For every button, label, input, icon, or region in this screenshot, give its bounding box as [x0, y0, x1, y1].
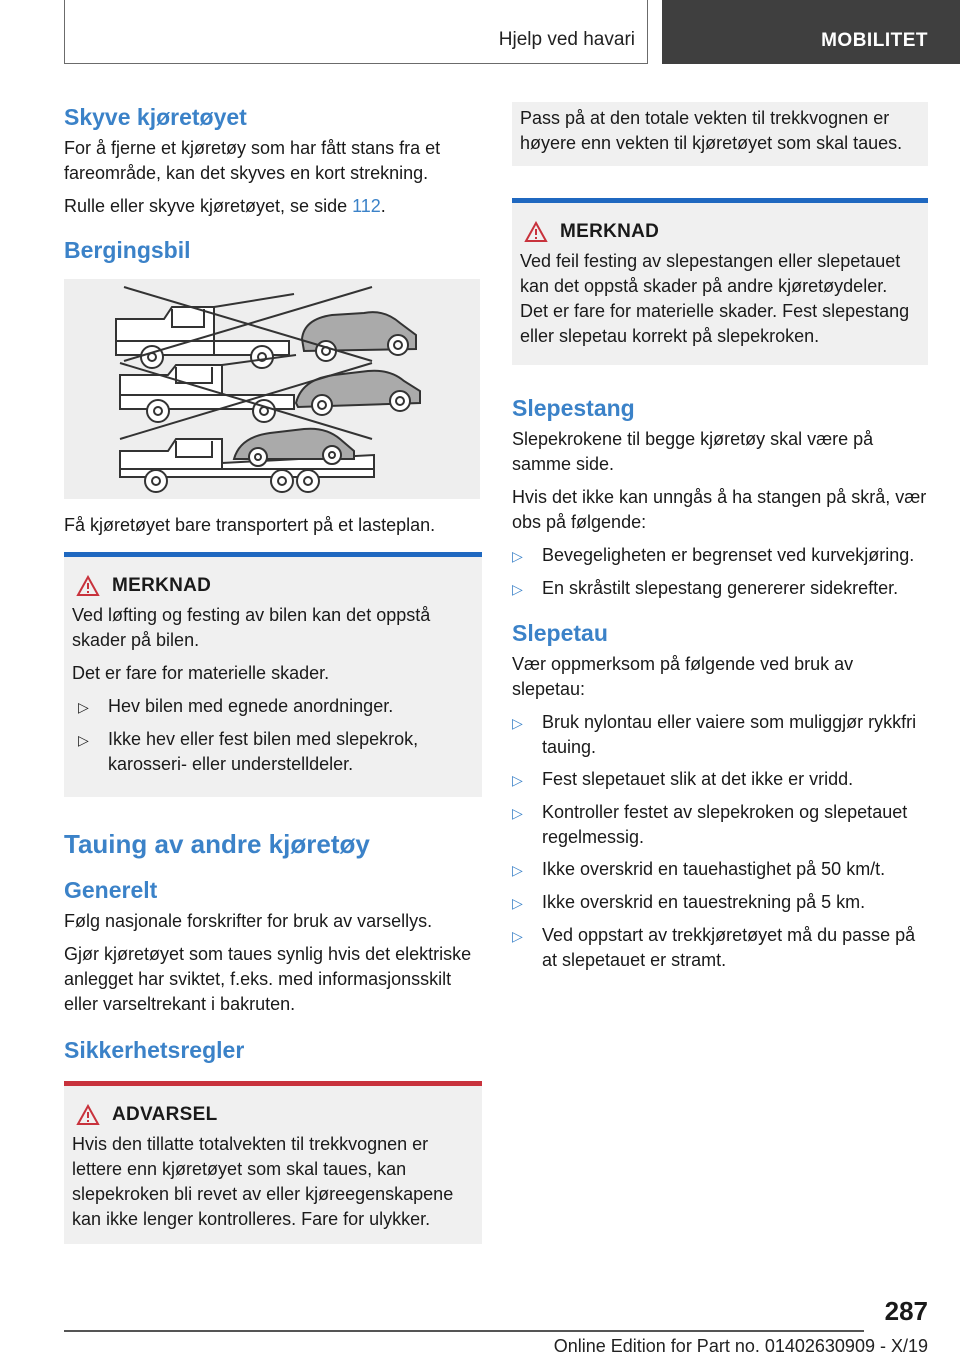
note-box-lifting	[64, 552, 482, 797]
towrope-bullet-list	[512, 710, 928, 973]
note-header	[520, 221, 920, 243]
bullet-triangle-icon: ▷	[512, 805, 523, 821]
list-item	[512, 890, 928, 916]
towbar-text-1: Slepekrokene til begge kjøretøy skal være på samme side.	[512, 429, 874, 474]
towing-heading: Tauing av andre kjøretøy	[64, 829, 370, 859]
tow-truck-heading: Bergingsbil	[64, 237, 191, 263]
header-section-box	[64, 0, 648, 64]
towrope-heading: Slepetau	[512, 620, 608, 646]
list-item-text: Ikke overskrid en tauestrekning på 5 km.	[542, 892, 866, 912]
list-item	[512, 923, 928, 973]
tow-truck-figure-svg	[64, 279, 480, 499]
note-label: MERKNAD	[560, 221, 660, 242]
bullet-triangle-icon: ▷	[512, 715, 523, 731]
list-item-text: Ved oppstart av trekkjøretøyet må du passe på at slepetauet er stramt.	[542, 925, 916, 970]
general-text-1: Følg nasjonale forskrifter for bruk av varsellys.	[64, 911, 433, 931]
right-column	[512, 102, 928, 981]
edition-footer: Online Edition for Part no. 01402630909 - X/19	[553, 1336, 928, 1356]
list-item	[512, 857, 928, 883]
note-header	[72, 575, 474, 597]
note-box-towbar	[512, 198, 928, 365]
safety-heading: Sikkerhetsregler	[64, 1037, 245, 1063]
note-label: MERKNAD	[112, 575, 212, 596]
wrecker-truck-1	[116, 294, 294, 368]
list-item	[512, 543, 928, 569]
push-vehicle-text: For å fjerne et kjøretøy som har fått stans fra et fareområde, kan det skyves en kort strekning.	[64, 138, 441, 183]
warning-continued-text: Pass på at den totale vekten til trekkvognen er høyere enn vekten til kjøretøyet som skal taues.	[520, 108, 903, 153]
push-vehicle-ref	[64, 194, 482, 219]
warning-text: Hvis den tillatte totalvekten til trekkvognen er lettere enn kjøretøyet som skal taues, kan slepekroken bli revet av eller kjøreegenskapene kan ikke lenger kontrolleres. Fare for ulykker.	[72, 1134, 454, 1229]
note-text: Ved feil festing av slepestangen eller slepetauet kan det oppstå skader på andre kjøretøydeler. Det er fare for materielle skader. Fest slepestang eller slepetau korrekt på slepekroken.	[520, 251, 910, 346]
towbar-bullet-list	[512, 543, 928, 602]
list-item	[512, 576, 928, 602]
warning-label: ADVARSEL	[112, 1104, 218, 1125]
page-ref-link[interactable]: 112	[352, 196, 381, 216]
note-text-1: Ved løfting og festing av bilen kan det oppstå skader på bilen.	[72, 605, 431, 650]
push-vehicle-heading: Skyve kjøretøyet	[64, 104, 247, 130]
lifted-car-2	[296, 371, 420, 415]
list-item	[512, 710, 928, 760]
page-number: 287	[884, 1296, 928, 1326]
footer-divider	[64, 1330, 864, 1332]
list-item-text: Kontroller festet av slepekroken og slepetauet regelmessig.	[542, 802, 908, 847]
header-section-title: Hjelp ved havari	[498, 29, 635, 50]
towbar-heading: Slepestang	[512, 395, 635, 421]
lifted-car-1	[302, 312, 416, 361]
bullet-triangle-icon: ▷	[78, 732, 89, 748]
towbar-text-2: Hvis det ikke kan unngås å ha stangen på skrå, vær obs på følgende:	[512, 487, 927, 532]
bullet-triangle-icon: ▷	[512, 772, 523, 788]
list-item-text: En skråstilt slepestang genererer sidekrefter.	[542, 578, 899, 598]
warning-box-continued	[512, 102, 928, 166]
warning-triangle-icon	[524, 221, 548, 243]
push-ref-end: .	[380, 196, 386, 216]
list-item-text: Fest slepetauet slik at det ikke er vridd.	[542, 769, 854, 789]
warning-box	[64, 1081, 482, 1244]
list-item	[72, 694, 474, 720]
list-item-text: Ikke hev eller fest bilen med slepekrok, karosseri- eller understelldeler.	[108, 729, 419, 774]
list-item	[512, 800, 928, 850]
bullet-triangle-icon: ▷	[512, 548, 523, 564]
list-item-text: Hev bilen med egnede anordninger.	[108, 696, 394, 716]
left-column	[64, 102, 482, 1244]
general-heading: Generelt	[64, 877, 158, 903]
list-item-text: Bruk nylontau eller vaiere som muliggjør rykkfri tauing.	[542, 712, 917, 757]
bullet-triangle-icon: ▷	[512, 928, 523, 944]
general-text-2: Gjør kjøretøyet som taues synlig hvis det elektriske anlegget har sviktet, f.eks. med informasjonsskilt eller varseltrekant i bakruten.	[64, 944, 472, 1014]
list-item	[72, 727, 474, 777]
list-item-text: Ikke overskrid en tauehastighet på 50 km/t.	[542, 859, 886, 879]
note-bullet-list	[72, 694, 474, 777]
bullet-triangle-icon: ▷	[512, 895, 523, 911]
push-ref-text: Rulle eller skyve kjøretøyet, se side	[64, 196, 353, 216]
tow-truck-illustration	[64, 279, 480, 499]
bullet-triangle-icon: ▷	[512, 862, 523, 878]
bullet-triangle-icon: ▷	[512, 581, 523, 597]
bullet-triangle-icon: ▷	[78, 699, 89, 715]
figure-caption: Få kjøretøyet bare transportert på et lasteplan.	[64, 515, 436, 535]
note-text-2: Det er fare for materielle skader.	[72, 663, 330, 683]
list-item	[512, 767, 928, 793]
list-item-text: Bevegeligheten er begrenset ved kurvekjøring.	[542, 545, 915, 565]
header-chapter-title: MOBILITET	[821, 30, 928, 51]
header-chapter-tab	[662, 0, 960, 64]
warning-triangle-icon	[76, 1104, 100, 1126]
warning-triangle-icon	[76, 575, 100, 597]
warning-header	[72, 1104, 474, 1126]
towrope-text: Vær oppmerksom på følgende ved bruk av slepetau:	[512, 654, 854, 699]
